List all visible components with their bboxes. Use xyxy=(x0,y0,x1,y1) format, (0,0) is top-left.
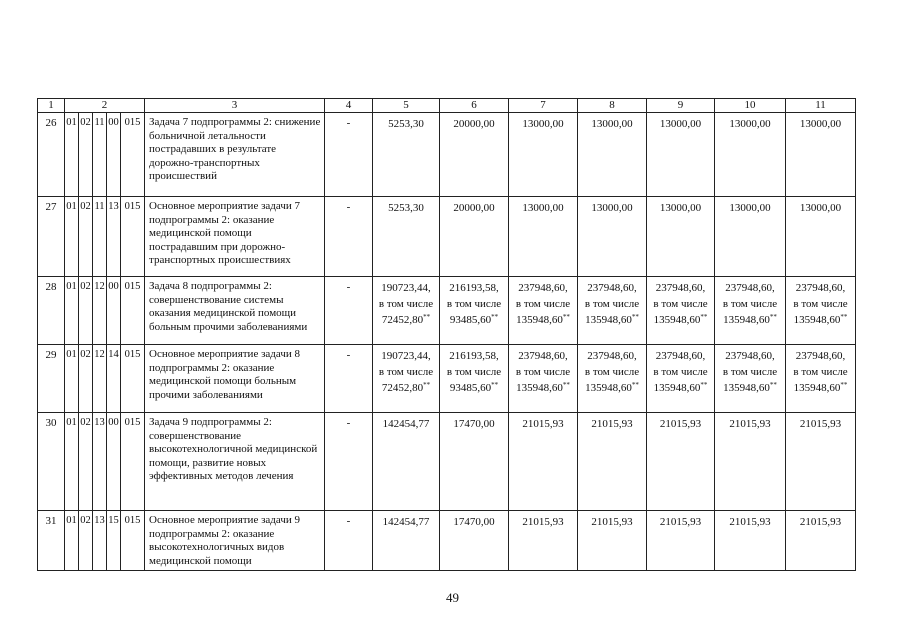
value-including-amount xyxy=(509,380,577,396)
value-amount: 21015,93 xyxy=(799,516,842,528)
value-cell xyxy=(373,413,440,511)
value-cell xyxy=(786,413,856,511)
value-sub-amount: 135948,60 xyxy=(723,314,770,326)
value-cell xyxy=(440,511,509,571)
budget-code-cell: 015 xyxy=(121,277,145,345)
budget-code-cell: 12 xyxy=(93,277,107,345)
value-amount: 13000,00 xyxy=(659,118,702,130)
value-cell xyxy=(509,345,578,413)
value-including-label: в том числе xyxy=(793,366,848,378)
footnote-marker: ** xyxy=(631,381,639,389)
footnote-marker: ** xyxy=(700,381,708,389)
value-amount: 237948,60, xyxy=(518,282,568,294)
value-amount: 17470,00 xyxy=(453,516,495,528)
value-sub-amount: 135948,60 xyxy=(653,314,701,326)
value-amount: 21015,93 xyxy=(729,418,771,430)
budget-code-cell: 02 xyxy=(79,197,93,277)
value-cell xyxy=(715,197,786,277)
table-row xyxy=(38,345,856,413)
value-cell xyxy=(373,277,440,345)
value-including-label: в том числе xyxy=(515,298,571,310)
value-including-amount xyxy=(440,312,508,328)
value-amount: 20000,00 xyxy=(453,118,495,130)
value-amount: 5253,30 xyxy=(388,118,424,130)
column-4-cell: - xyxy=(325,345,373,413)
row-number: 26 xyxy=(38,113,65,197)
footnote-marker: ** xyxy=(562,381,570,389)
budget-code-cell: 00 xyxy=(107,277,121,345)
value-cell xyxy=(647,413,715,511)
value-cell xyxy=(715,277,786,345)
value-cell xyxy=(715,413,786,511)
budget-code-cell: 11 xyxy=(93,113,107,197)
value-cell xyxy=(715,345,786,413)
value-cell xyxy=(578,277,647,345)
value-cell xyxy=(509,277,578,345)
header-cell: 2 xyxy=(65,99,145,113)
value-cell xyxy=(440,197,509,277)
value-cell xyxy=(509,413,578,511)
value-cell xyxy=(715,113,786,197)
value-cell xyxy=(786,277,856,345)
value-cell xyxy=(578,511,647,571)
header-row xyxy=(38,99,856,113)
value-sub-amount: 135948,60 xyxy=(793,314,841,326)
value-amount: 190723,44, xyxy=(381,350,431,362)
value-including-label: в том числе xyxy=(653,298,708,310)
value-including-amount xyxy=(715,312,785,328)
table-row xyxy=(38,511,856,571)
budget-code-cell: 13 xyxy=(93,511,107,571)
budget-code-cell: 14 xyxy=(107,345,121,413)
budget-code-cell: 015 xyxy=(121,113,145,197)
row-number: 30 xyxy=(38,413,65,511)
value-amount: 20000,00 xyxy=(453,202,495,214)
row-number: 29 xyxy=(38,345,65,413)
header-cell: 8 xyxy=(578,99,647,113)
value-amount: 13000,00 xyxy=(729,118,771,130)
column-4-cell: - xyxy=(325,511,373,571)
footnote-marker: ** xyxy=(423,313,431,321)
value-amount: 13000,00 xyxy=(729,202,771,214)
value-cell xyxy=(578,197,647,277)
value-including-label: в том числе xyxy=(653,366,708,378)
value-amount: 216193,58, xyxy=(449,282,499,294)
value-amount: 13000,00 xyxy=(659,202,702,214)
budget-code-cell: 015 xyxy=(121,197,145,277)
value-including-label: в том числе xyxy=(793,298,848,310)
header-cell: 1 xyxy=(38,99,65,113)
budget-code-cell: 015 xyxy=(121,345,145,413)
value-including-amount xyxy=(373,380,439,396)
header-cell: 7 xyxy=(509,99,578,113)
budget-code-cell: 01 xyxy=(65,413,79,511)
budget-code-cell: 13 xyxy=(107,197,121,277)
value-including-label: в том числе xyxy=(515,366,571,378)
value-cell xyxy=(440,277,509,345)
value-sub-amount: 93485,60 xyxy=(449,314,492,326)
value-cell xyxy=(578,113,647,197)
value-amount: 237948,60, xyxy=(518,350,568,362)
column-4-cell: - xyxy=(325,413,373,511)
budget-code-cell: 02 xyxy=(79,345,93,413)
value-amount: 13000,00 xyxy=(799,202,842,214)
footnote-marker: ** xyxy=(840,381,848,389)
budget-code-cell: 15 xyxy=(107,511,121,571)
value-sub-amount: 135948,60 xyxy=(585,382,632,394)
value-amount: 237948,60, xyxy=(725,350,775,362)
value-amount: 237948,60, xyxy=(795,350,846,362)
value-cell xyxy=(509,511,578,571)
value-sub-amount: 135948,60 xyxy=(585,314,632,326)
value-amount: 21015,93 xyxy=(659,516,702,528)
value-including-label: в том числе xyxy=(446,298,502,310)
value-amount: 21015,93 xyxy=(799,418,842,430)
budget-code-cell: 13 xyxy=(93,413,107,511)
footnote-marker: ** xyxy=(491,313,499,321)
page-number: 49 xyxy=(446,590,459,605)
value-amount: 13000,00 xyxy=(591,118,633,130)
budget-code-cell: 00 xyxy=(107,113,121,197)
value-including-amount xyxy=(509,312,577,328)
budget-code-cell: 02 xyxy=(79,277,93,345)
value-including-amount xyxy=(715,380,785,396)
budget-code-cell: 12 xyxy=(93,345,107,413)
column-4-cell: - xyxy=(325,277,373,345)
value-amount: 142454,77 xyxy=(382,418,430,430)
column-4-cell: - xyxy=(325,197,373,277)
footnote-marker: ** xyxy=(631,313,639,321)
value-amount: 237948,60, xyxy=(725,282,775,294)
value-sub-amount: 135948,60 xyxy=(793,382,841,394)
value-amount: 5253,30 xyxy=(388,202,424,214)
value-including-label: в том числе xyxy=(584,366,640,378)
footnote-marker: ** xyxy=(700,313,708,321)
value-cell xyxy=(715,511,786,571)
header-cell: 11 xyxy=(786,99,856,113)
row-number: 27 xyxy=(38,197,65,277)
value-including-label: в том числе xyxy=(446,366,502,378)
value-amount: 13000,00 xyxy=(522,118,564,130)
row-description: Задача 9 подпрограммы 2: совершенствование высокотехнологичной медицинской помощи, развитие новых эффективных методов лечения xyxy=(145,413,325,511)
value-cell xyxy=(647,113,715,197)
row-number: 31 xyxy=(38,511,65,571)
value-cell xyxy=(509,113,578,197)
row-description: Основное мероприятие задачи 8 подпрограммы 2: оказание медицинской помощи больным прочими заболеваниями xyxy=(145,345,325,413)
budget-code-cell: 01 xyxy=(65,197,79,277)
value-amount: 237948,60, xyxy=(587,282,637,294)
budget-code-cell: 02 xyxy=(79,113,93,197)
value-amount: 237948,60, xyxy=(795,282,846,294)
value-sub-amount: 93485,60 xyxy=(449,382,492,394)
table-row xyxy=(38,197,856,277)
value-including-label: в том числе xyxy=(722,298,778,310)
value-amount: 13000,00 xyxy=(522,202,564,214)
value-cell xyxy=(647,345,715,413)
value-amount: 237948,60, xyxy=(655,282,706,294)
value-cell xyxy=(373,113,440,197)
value-amount: 21015,93 xyxy=(729,516,771,528)
header-cell: 9 xyxy=(647,99,715,113)
header-cell: 5 xyxy=(373,99,440,113)
value-sub-amount: 135948,60 xyxy=(653,382,701,394)
table-row xyxy=(38,277,856,345)
value-cell xyxy=(440,413,509,511)
value-cell xyxy=(647,197,715,277)
value-cell xyxy=(786,511,856,571)
value-including-amount xyxy=(373,312,439,328)
value-amount: 21015,93 xyxy=(591,418,633,430)
value-cell xyxy=(578,413,647,511)
budget-code-cell: 01 xyxy=(65,277,79,345)
budget-code-cell: 01 xyxy=(65,511,79,571)
table-body xyxy=(38,113,856,571)
value-including-amount xyxy=(578,380,646,396)
value-amount: 190723,44, xyxy=(381,282,431,294)
value-cell xyxy=(786,345,856,413)
value-including-label: в том числе xyxy=(722,366,778,378)
budget-code-cell: 015 xyxy=(121,413,145,511)
value-sub-amount: 72452,80 xyxy=(381,382,424,394)
value-cell xyxy=(578,345,647,413)
column-4-cell: - xyxy=(325,113,373,197)
row-description: Основное мероприятие задачи 9 подпрограммы 2: оказание высокотехнологичных видов медицинской помощи xyxy=(145,511,325,571)
value-including-amount xyxy=(440,380,508,396)
value-cell xyxy=(647,511,715,571)
value-cell xyxy=(647,277,715,345)
value-cell xyxy=(373,511,440,571)
value-sub-amount: 72452,80 xyxy=(381,314,424,326)
header-cell: 3 xyxy=(145,99,325,113)
budget-table xyxy=(37,98,856,571)
value-amount: 21015,93 xyxy=(522,418,564,430)
value-amount: 237948,60, xyxy=(655,350,706,362)
row-description: Основное мероприятие задачи 7 подпрограммы 2: оказание медицинской помощи пострадавшим при дорожно-транспортных происшествиях xyxy=(145,197,325,277)
budget-code-cell: 11 xyxy=(93,197,107,277)
value-cell xyxy=(440,113,509,197)
value-including-label: в том числе xyxy=(378,298,434,310)
value-including-amount xyxy=(786,312,855,328)
value-including-amount xyxy=(647,380,714,396)
value-amount: 237948,60, xyxy=(587,350,637,362)
row-description: Задача 7 подпрограммы 2: снижение больничной летальности пострадавших в результате дорожно-транспортных происшествий xyxy=(145,113,325,197)
value-cell xyxy=(786,197,856,277)
footnote-marker: ** xyxy=(769,313,777,321)
table-row xyxy=(38,113,856,197)
value-including-amount xyxy=(786,380,855,396)
value-including-label: в том числе xyxy=(584,298,640,310)
value-amount: 13000,00 xyxy=(799,118,842,130)
footnote-marker: ** xyxy=(562,313,570,321)
budget-code-cell: 02 xyxy=(79,413,93,511)
value-including-label: в том числе xyxy=(378,366,434,378)
value-cell xyxy=(509,197,578,277)
budget-code-cell: 01 xyxy=(65,345,79,413)
footnote-marker: ** xyxy=(769,381,777,389)
value-including-amount xyxy=(578,312,646,328)
budget-code-cell: 02 xyxy=(79,511,93,571)
value-amount: 21015,93 xyxy=(659,418,702,430)
value-cell xyxy=(440,345,509,413)
budget-code-cell: 00 xyxy=(107,413,121,511)
table-row xyxy=(38,413,856,511)
row-number: 28 xyxy=(38,277,65,345)
footnote-marker: ** xyxy=(423,381,431,389)
value-cell xyxy=(786,113,856,197)
value-amount: 216193,58, xyxy=(449,350,499,362)
value-sub-amount: 135948,60 xyxy=(723,382,770,394)
row-description: Задача 8 подпрограммы 2: совершенствование системы оказания медицинской помощи больным прочими заболеваниями xyxy=(145,277,325,345)
value-including-amount xyxy=(647,312,714,328)
header-cell: 6 xyxy=(440,99,509,113)
value-amount: 142454,77 xyxy=(382,516,430,528)
header-cell: 10 xyxy=(715,99,786,113)
value-sub-amount: 135948,60 xyxy=(516,382,563,394)
header-cell: 4 xyxy=(325,99,373,113)
value-amount: 21015,93 xyxy=(522,516,564,528)
footnote-marker: ** xyxy=(491,381,499,389)
value-cell xyxy=(373,345,440,413)
value-amount: 17470,00 xyxy=(453,418,495,430)
budget-code-cell: 01 xyxy=(65,113,79,197)
budget-code-cell: 015 xyxy=(121,511,145,571)
value-sub-amount: 135948,60 xyxy=(516,314,563,326)
value-cell xyxy=(373,197,440,277)
value-amount: 21015,93 xyxy=(591,516,633,528)
footnote-marker: ** xyxy=(840,313,848,321)
value-amount: 13000,00 xyxy=(591,202,633,214)
